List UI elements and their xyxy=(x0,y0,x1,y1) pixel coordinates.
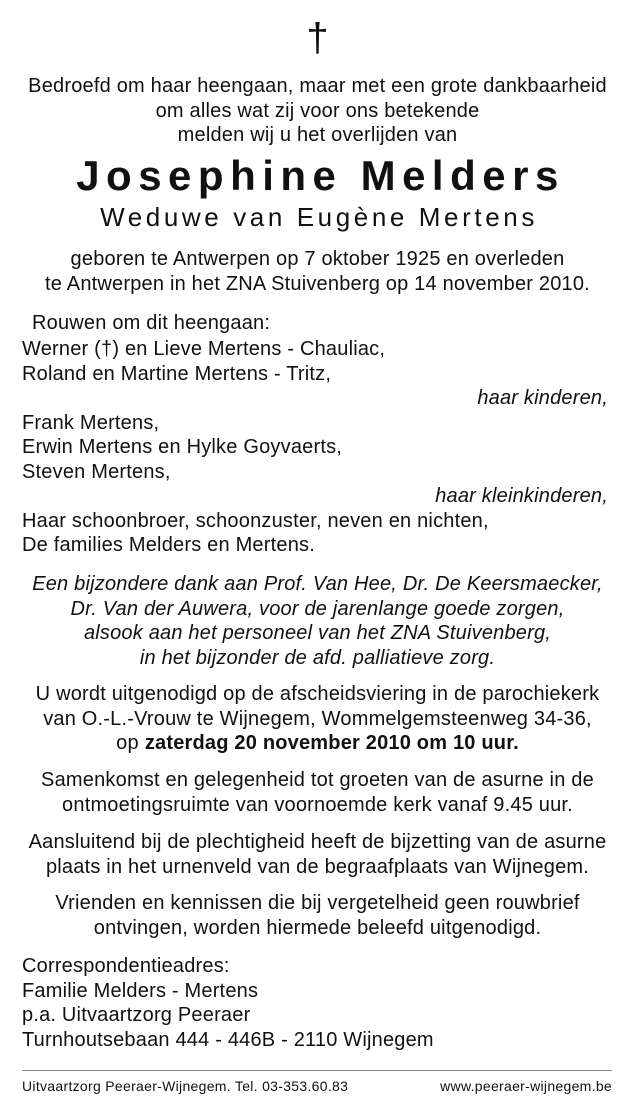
deceased-name: Josephine Melders xyxy=(76,152,565,199)
birth-death-line: te Antwerpen in het ZNA Stuivenberg op 14 november 2010. xyxy=(45,272,590,295)
grandchildren-label: haar kleinkinderen, xyxy=(435,485,608,507)
footer-divider xyxy=(22,1070,612,1071)
footer-contact: Uitvaartzorg Peeraer-Wijnegem. Tel. 03-353.60.83 xyxy=(22,1078,349,1094)
deceased-subtitle: Weduwe van Eugène Mertens xyxy=(100,202,538,232)
interment-line: plaats in het urnenveld van de begraafplaats van Wijnegem. xyxy=(45,855,590,878)
birth-death-block xyxy=(0,247,635,296)
ceremony-line: U wordt uitgenodigd op de afscheidsviering in de parochiekerk xyxy=(35,683,600,705)
gathering-block xyxy=(0,768,635,817)
thanks-line: in het bijzonder de afd. palliatieve zorg. xyxy=(139,646,496,669)
invitation-block xyxy=(0,891,635,940)
ceremony-block xyxy=(0,682,635,756)
interment-block xyxy=(0,830,635,879)
intro-line: melden wij u het overlijden van xyxy=(177,124,458,146)
mourner-line: Haar schoonbroer, schoonzuster, neven en nichten, xyxy=(22,509,489,532)
intro-line: Bedroefd om haar heengaan, maar met een grote dankbaarheid xyxy=(28,75,607,97)
thanks-line: alsook aan het personeel van het ZNA Stuivenberg, xyxy=(83,622,552,644)
mourners-heading: Rouwen om dit heengaan: xyxy=(32,312,271,334)
thanks-line: Een bijzondere dank aan Prof. Van Hee, Dr. De Keersmaecker, xyxy=(32,573,603,595)
mourner-line: Erwin Mertens en Hylke Goyvaerts, xyxy=(22,436,343,458)
mourner-line: Roland en Martine Mertens - Tritz, xyxy=(22,362,332,385)
correspondence-block xyxy=(22,954,612,1052)
ceremony-line: van O.-L.-Vrouw te Wijnegem, Wommelgemsteenweg 34-36, xyxy=(43,707,592,730)
ceremony-date: zaterdag 20 november 2010 om 10 uur. xyxy=(144,732,519,754)
children-label: haar kinderen, xyxy=(477,387,608,409)
footer-website: www.peeraer-wijnegem.be xyxy=(440,1078,612,1094)
gathering-line: ontmoetingsruimte van voornoemde kerk vanaf 9.45 uur. xyxy=(62,793,573,816)
ceremony-date-line xyxy=(0,731,635,756)
intro-line: om alles wat zij voor ons betekende xyxy=(155,99,480,122)
invitation-line: Vrienden en kennissen die bij vergetelheid geen rouwbrief xyxy=(55,892,580,914)
mourners-list xyxy=(22,337,608,558)
mourner-line: Steven Mertens, xyxy=(22,460,171,483)
thanks-line: Dr. Van der Auwera, voor de jarenlange goede zorgen, xyxy=(70,597,565,620)
thanks-block xyxy=(0,572,635,670)
ceremony-date-prefix: op xyxy=(116,732,139,754)
correspondence-line: Turnhoutsebaan 444 - 446B - 2110 Wijnegem xyxy=(22,1028,434,1051)
cross-icon: † xyxy=(306,16,329,60)
correspondence-heading: Correspondentieadres: xyxy=(22,955,230,977)
correspondence-line: Familie Melders - Mertens xyxy=(22,979,259,1002)
interment-line: Aansluitend bij de plechtigheid heeft de bijzetting van de asurne xyxy=(28,831,607,853)
gathering-line: Samenkomst en gelegenheid tot groeten van de asurne in de xyxy=(41,769,594,791)
correspondence-line: p.a. Uitvaartzorg Peeraer xyxy=(22,1004,251,1026)
mourner-line: De families Melders en Mertens. xyxy=(22,534,315,556)
intro-block xyxy=(0,74,635,148)
mourner-line: Werner (†) en Lieve Mertens - Chauliac, xyxy=(22,338,386,360)
mourner-line: Frank Mertens, xyxy=(22,411,160,434)
birth-death-line: geboren te Antwerpen op 7 oktober 1925 en overleden xyxy=(70,248,565,270)
invitation-line: ontvingen, worden hiermede beleefd uitgenodigd. xyxy=(93,916,542,939)
